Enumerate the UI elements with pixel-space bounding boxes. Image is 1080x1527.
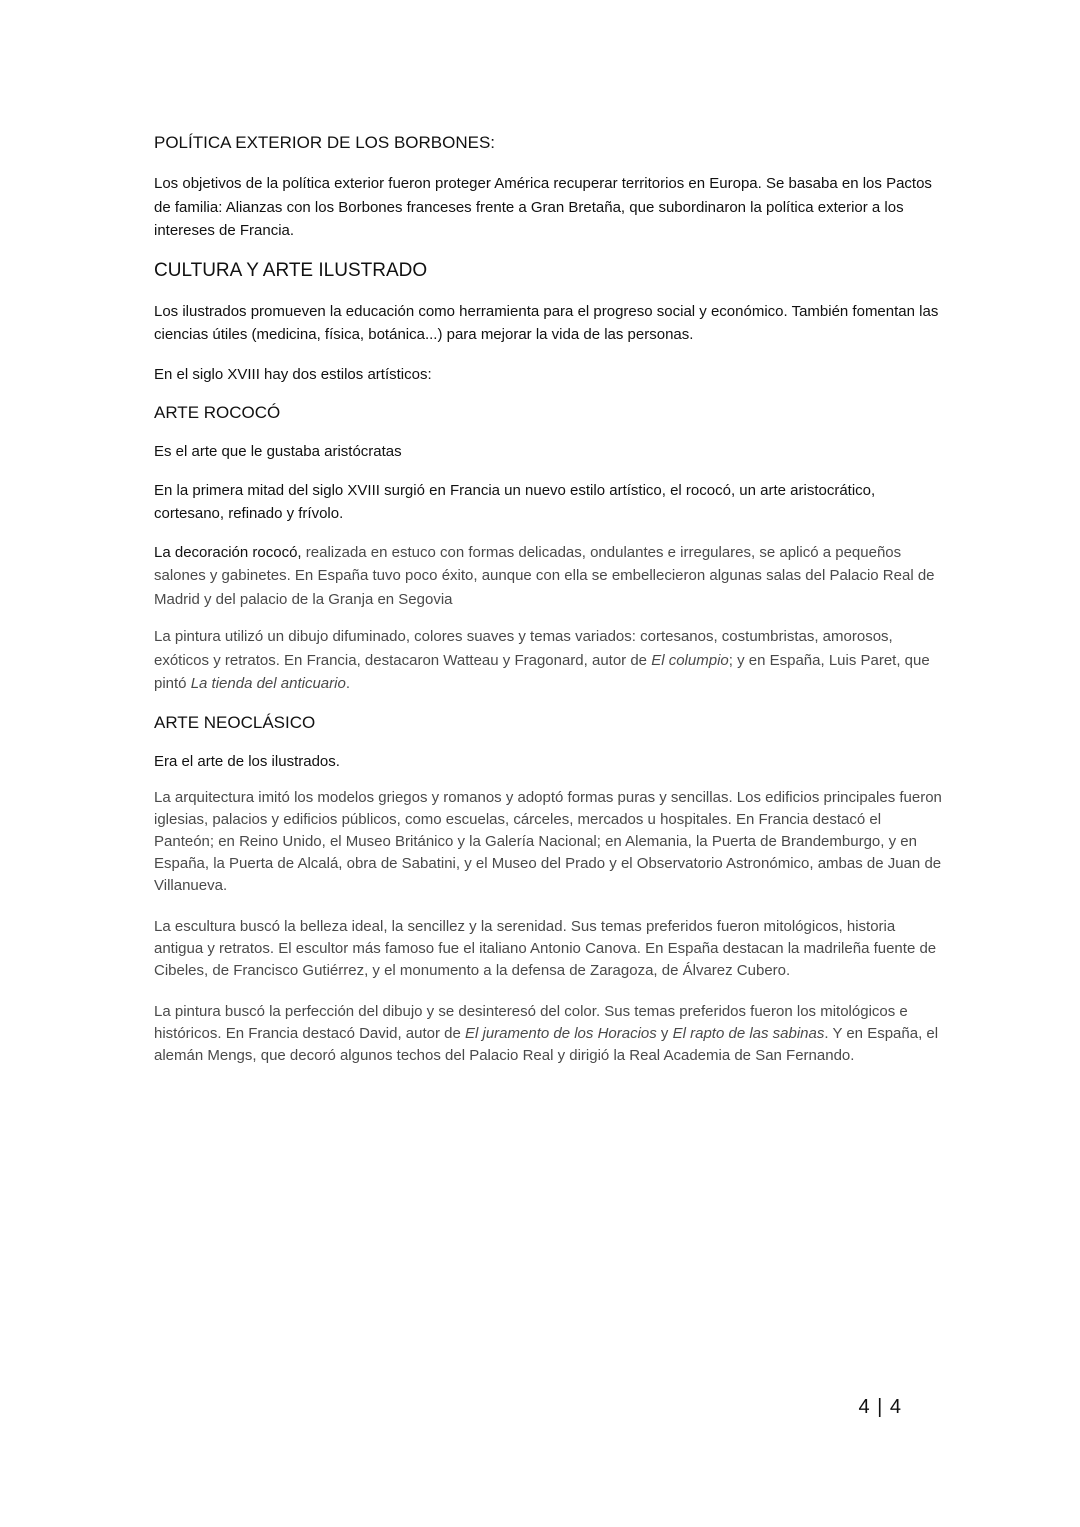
paragraph-rococo-aristocratas: Es el arte que le gustaba aristócratas <box>154 443 402 460</box>
title-el-juramento-de-los-horacios: El juramento de los Horacios <box>465 1025 657 1042</box>
heading-cultura-arte: CULTURA Y ARTE ILUSTRADO <box>154 259 428 281</box>
paragraph-neoclasico-escultura: La escultura buscó la belleza ideal, la sencillez y la serenidad. Sus temas preferidos fueron mitológicos, historia antigua y retratos. El escultor más famoso fue el italiano Antonio Canova. En España destacan la madrileña fuente de Cibeles, de Francisco Gutiérrez, y el monumento a la defensa de Zaragoza, de Álvarez Cubero. <box>154 918 937 979</box>
paragraph-rococo-decoracion <box>154 541 944 612</box>
pintura-text-a: La pintura utilizó un dibujo difuminado, colores suaves y temas variados: cortesanos, costumbristas, amorosos, exóticos y retratos. En Francia, destacaron Watteau y Fragonard, autor de <box>154 628 893 669</box>
paragraph-politica-objetivos: Los objetivos de la política exterior fueron proteger América recuperar territorios en Europa. Se basaba en los Pactos de familia: Alianzas con los Borbones franceses frente a Gran Bretaña, que subordinaron la política exterior a los intereses de Francia. <box>154 175 932 239</box>
paragraph-dos-estilos: En el siglo XVIII hay dos estilos artísticos: <box>154 365 432 383</box>
pintura-text-b: ; y en España, Luis Paret, que pintó <box>154 651 930 692</box>
neo-pintura-text-c: . Y en España, el alemán Mengs, que decoró algunos techos del Palacio Real y dirigió la Real Academia de San Fernando. <box>154 1025 939 1064</box>
title-el-rapto-de-las-sabinas: El rapto de las sabinas <box>672 1025 825 1042</box>
paragraph-rococo-pintura <box>154 625 944 696</box>
heading-arte-neoclasico: ARTE NEOCLÁSICO <box>154 712 316 732</box>
paragraph-neoclasico-ilustrados: Era el arte de los ilustrados. <box>154 752 340 770</box>
neo-pintura-text-b: y <box>656 1025 673 1042</box>
paragraph-rococo-origen: En la primera mitad del siglo XVIII surgió en Francia un nuevo estilo artístico, el rococó, un arte aristocrático, cortesano, refinado y frívolo. <box>154 481 876 522</box>
page-number: 4 | 4 <box>858 1396 902 1418</box>
paragraph-neoclasico-pintura <box>154 1001 944 1067</box>
decoracion-lead: La decoración rococó, <box>154 543 302 561</box>
document-page <box>154 128 944 1067</box>
paragraph-neoclasico-arquitectura: La arquitectura imitó los modelos griegos y romanos y adoptó formas puras y sencillas. Los edificios principales fueron iglesias, palacios y edificios públicos, como escuelas, cárceles, mercados u hospitales. En Francia destacó el Panteón; en Reino Unido, el Museo Británico y la Galería Nacional; en Alemania, la Puerta de Brandemburgo, y en España, la Puerta de Alcalá, obra de Sabatini, y el Museo del Prado y el Observatorio Astronómico, ambas de Juan de Villanueva. <box>154 789 942 894</box>
paragraph-ilustrados-educacion: Los ilustrados promueven la educación como herramienta para el progreso social y económico. También fomentan las ciencias útiles (medicina, física, botánica...) para mejorar la vida de las personas. <box>154 302 939 343</box>
heading-arte-rococo: ARTE ROCOCÓ <box>154 403 281 422</box>
title-la-tienda-del-anticuario: La tienda del anticuario <box>190 675 346 692</box>
title-el-columpio: El columpio <box>651 651 729 669</box>
neo-pintura-text-a: La pintura buscó la perfección del dibujo y se desinteresó del color. Sus temas preferidos fueron los mitológicos e históricos. En Francia destacó David, autor de <box>154 1003 908 1042</box>
decoracion-rest: realizada en estuco con formas delicadas, ondulantes e irregulares, se aplicó a pequeños salones y gabinetes. En España tuvo poco éxito, aunque con ella se embellecieron algunas salas del Palacio Real de Madrid y del palacio de la Granja en Segovia <box>154 543 935 608</box>
heading-politica-exterior: POLÍTICA EXTERIOR DE LOS BORBONES: <box>154 133 496 152</box>
pintura-text-c: . <box>345 675 350 692</box>
